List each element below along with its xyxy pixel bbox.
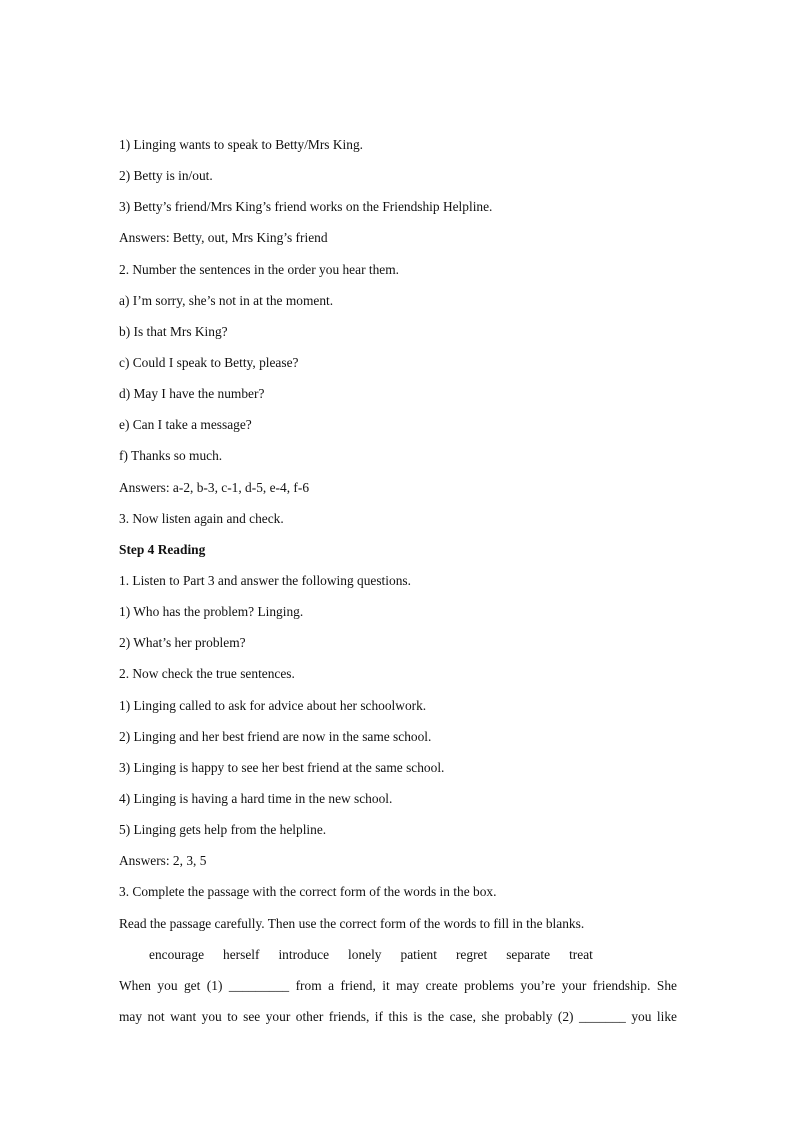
- word-box-item: regret: [455, 946, 488, 962]
- text-line: 1. Listen to Part 3 and answer the following questions.: [119, 572, 411, 588]
- word-box-item: encourage: [149, 946, 205, 962]
- word-box-item: herself: [223, 946, 260, 962]
- word-box: [119, 939, 677, 970]
- passage-line: may not want you to see your other friends, if this is the case, she probably (2) _______ you like: [119, 1008, 677, 1024]
- text-line: e) Can I take a message?: [119, 417, 252, 433]
- text-line: f) Thanks so much.: [119, 448, 223, 464]
- text-line: 2) Betty is in/out.: [119, 168, 213, 184]
- text-line: 3. Complete the passage with the correct form of the words in the box.: [119, 884, 497, 900]
- word-box-item: separate: [506, 946, 551, 962]
- text-line: d) May I have the number?: [119, 386, 265, 402]
- word-box-item: introduce: [278, 946, 330, 962]
- text-line: 1) Linging called to ask for advice about her schoolwork.: [119, 697, 427, 713]
- text-line: 2. Now check the true sentences.: [119, 666, 295, 682]
- text-line: Answers: 2, 3, 5: [119, 853, 207, 869]
- document-content: [119, 129, 677, 1032]
- text-line: 3. Now listen again and check.: [119, 510, 284, 526]
- text-line: 1) Who has the problem? Linging.: [119, 604, 304, 620]
- text-line: 3) Betty’s friend/Mrs King’s friend works on the Friendship Helpline.: [119, 199, 493, 215]
- text-line: 5) Linging gets help from the helpline.: [119, 822, 327, 838]
- text-lines: [119, 129, 677, 939]
- passage: [119, 970, 677, 1032]
- text-line: 4) Linging is having a hard time in the new school.: [119, 790, 393, 806]
- text-line: 1) Linging wants to speak to Betty/Mrs King.: [119, 137, 363, 152]
- text-line: 2) What’s her problem?: [119, 635, 246, 651]
- text-line: 2) Linging and her best friend are now in the same school.: [119, 728, 432, 744]
- section-heading: Step 4 Reading: [119, 541, 206, 557]
- text-line: a) I’m sorry, she’s not in at the moment.: [119, 292, 334, 308]
- passage-line: When you get (1) _________ from a friend, it may create problems you’re your friendship. She: [119, 977, 677, 993]
- word-box-item: patient: [400, 946, 437, 962]
- text-line: Read the passage carefully. Then use the correct form of the words to fill in the blanks.: [119, 915, 585, 931]
- word-box-item: lonely: [348, 946, 382, 962]
- text-line: b) Is that Mrs King?: [119, 323, 228, 339]
- text-line: c) Could I speak to Betty, please?: [119, 354, 299, 370]
- text-line: 3) Linging is happy to see her best friend at the same school.: [119, 759, 445, 775]
- text-line: 2. Number the sentences in the order you hear them.: [119, 261, 399, 277]
- text-line: Answers: a-2, b-3, c-1, d-5, e-4, f-6: [119, 479, 310, 495]
- text-line: Answers: Betty, out, Mrs King’s friend: [119, 230, 328, 246]
- word-box-item: treat: [569, 946, 593, 962]
